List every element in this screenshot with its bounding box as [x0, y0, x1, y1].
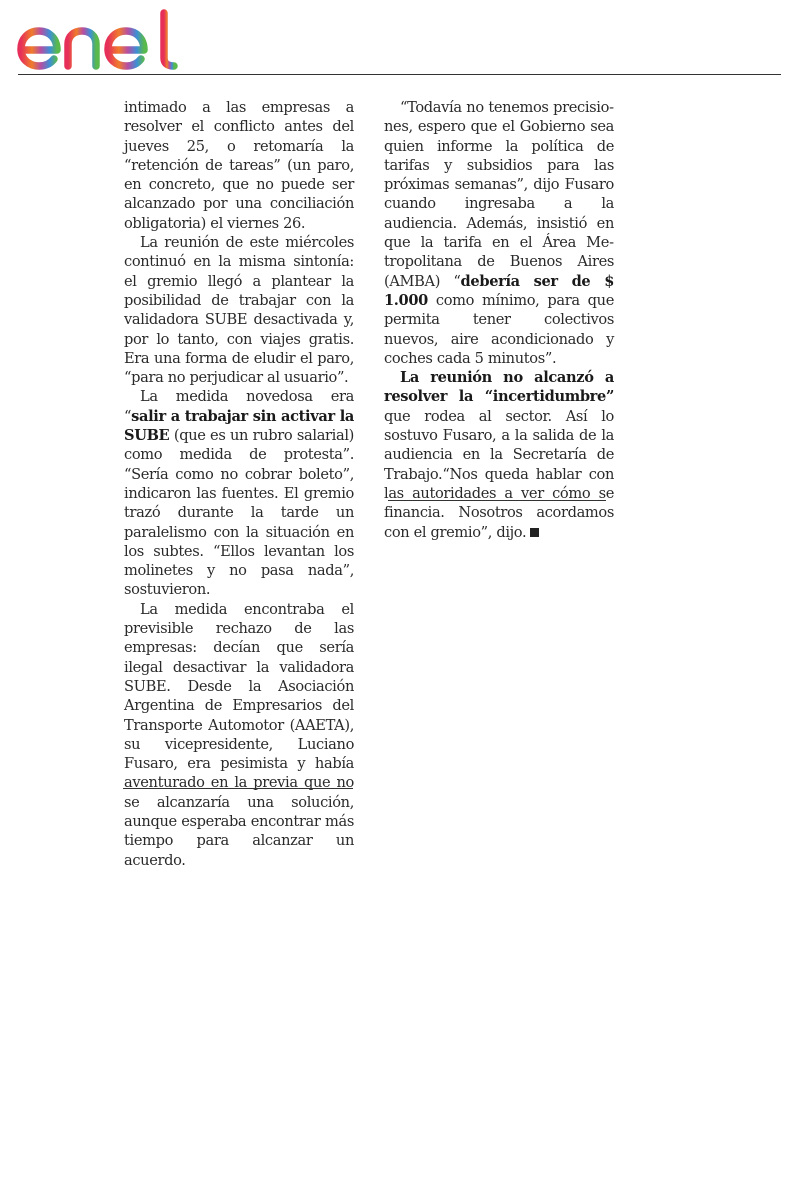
column-end-rule	[388, 500, 606, 501]
paragraph: intimado a las empresas a resolver el conflicto antes del jueves 25, o retomaría la “retención de tareas” (un paro, en concreto, que no puede ser alcanzado por una conciliación obligatoria) el viernes 26.	[124, 99, 354, 232]
paragraph: La reunión no alcanzó a resolver la “incertidumbre” que rodea al sector. Así lo sostuvo Fusaro, a la salida de la audiencia en la Secretaría de Trabajo.“Nos queda hablar con las autoridades a ver cómo se financia. Nosotros acordamos con el gremio”, dijo.	[384, 369, 614, 541]
header-rule	[18, 74, 781, 75]
paragraph: La medida encontraba el previsible rechazo de las empresas: decían que sería ilegal desactivar la validadora SUBE. Desde la Asociación Argentina de Empresarios del Transporte Automotor (AAETA), su vicepresidente, Luciano Fusaro, era pesimista y había aventurado en la previa que no se alcanzaría una solución, aunque esperaba encontrar más tiempo para alcanzar un acuerdo.	[124, 600, 354, 869]
column-end-rule	[123, 788, 353, 789]
article-column-left	[124, 98, 354, 870]
enel-logo	[16, 8, 181, 70]
paragraph: La reunión de este miércoles continuó en la misma sintonía: el gremio llegó a plantear la posibilidad de trabajar con la validadora SUBE desactivada y, por lo tanto, con viajes gratis. Era una forma de eludir el paro, “para no perjudicar al usuario”.	[124, 234, 354, 387]
bold-emphasis: debería ser de $ 1.000	[384, 272, 614, 309]
bold-emphasis: salir a trabajar sin activar la SUBE	[124, 407, 354, 445]
end-of-article-square-icon	[530, 528, 539, 537]
bold-emphasis: La reunión no alcanzó a resolver la “incertidumbre”	[384, 369, 614, 406]
paragraph: La medida novedosa era “salir a trabajar sin activar la SUBE (que es un rubro salarial) como medida de protesta”. “Sería como no cobrar boleto”, indicaron las fuentes. El gremio trazó durante la tarde un paralelismo con la situación en los subtes. “Ellos levantan los molinetes y no pasa nada”, sostuvieron.	[124, 388, 354, 599]
paragraph: “Todavía no tenemos precisiones, espero que el Gobierno sea quien informe la política de tarifas y subsidios para las próximas semanas”, dijo Fusaro cuando ingresaba a la audiencia. Además, insistió en que la tarifa en el Área Metropolitana de Buenos Aires (AMBA) “debería ser de $ 1.000 como mínimo, para que permita tener colectivos nuevos, aire acondicionado y coches cada 5 minutos”.	[384, 99, 614, 367]
article-column-right	[384, 98, 614, 542]
